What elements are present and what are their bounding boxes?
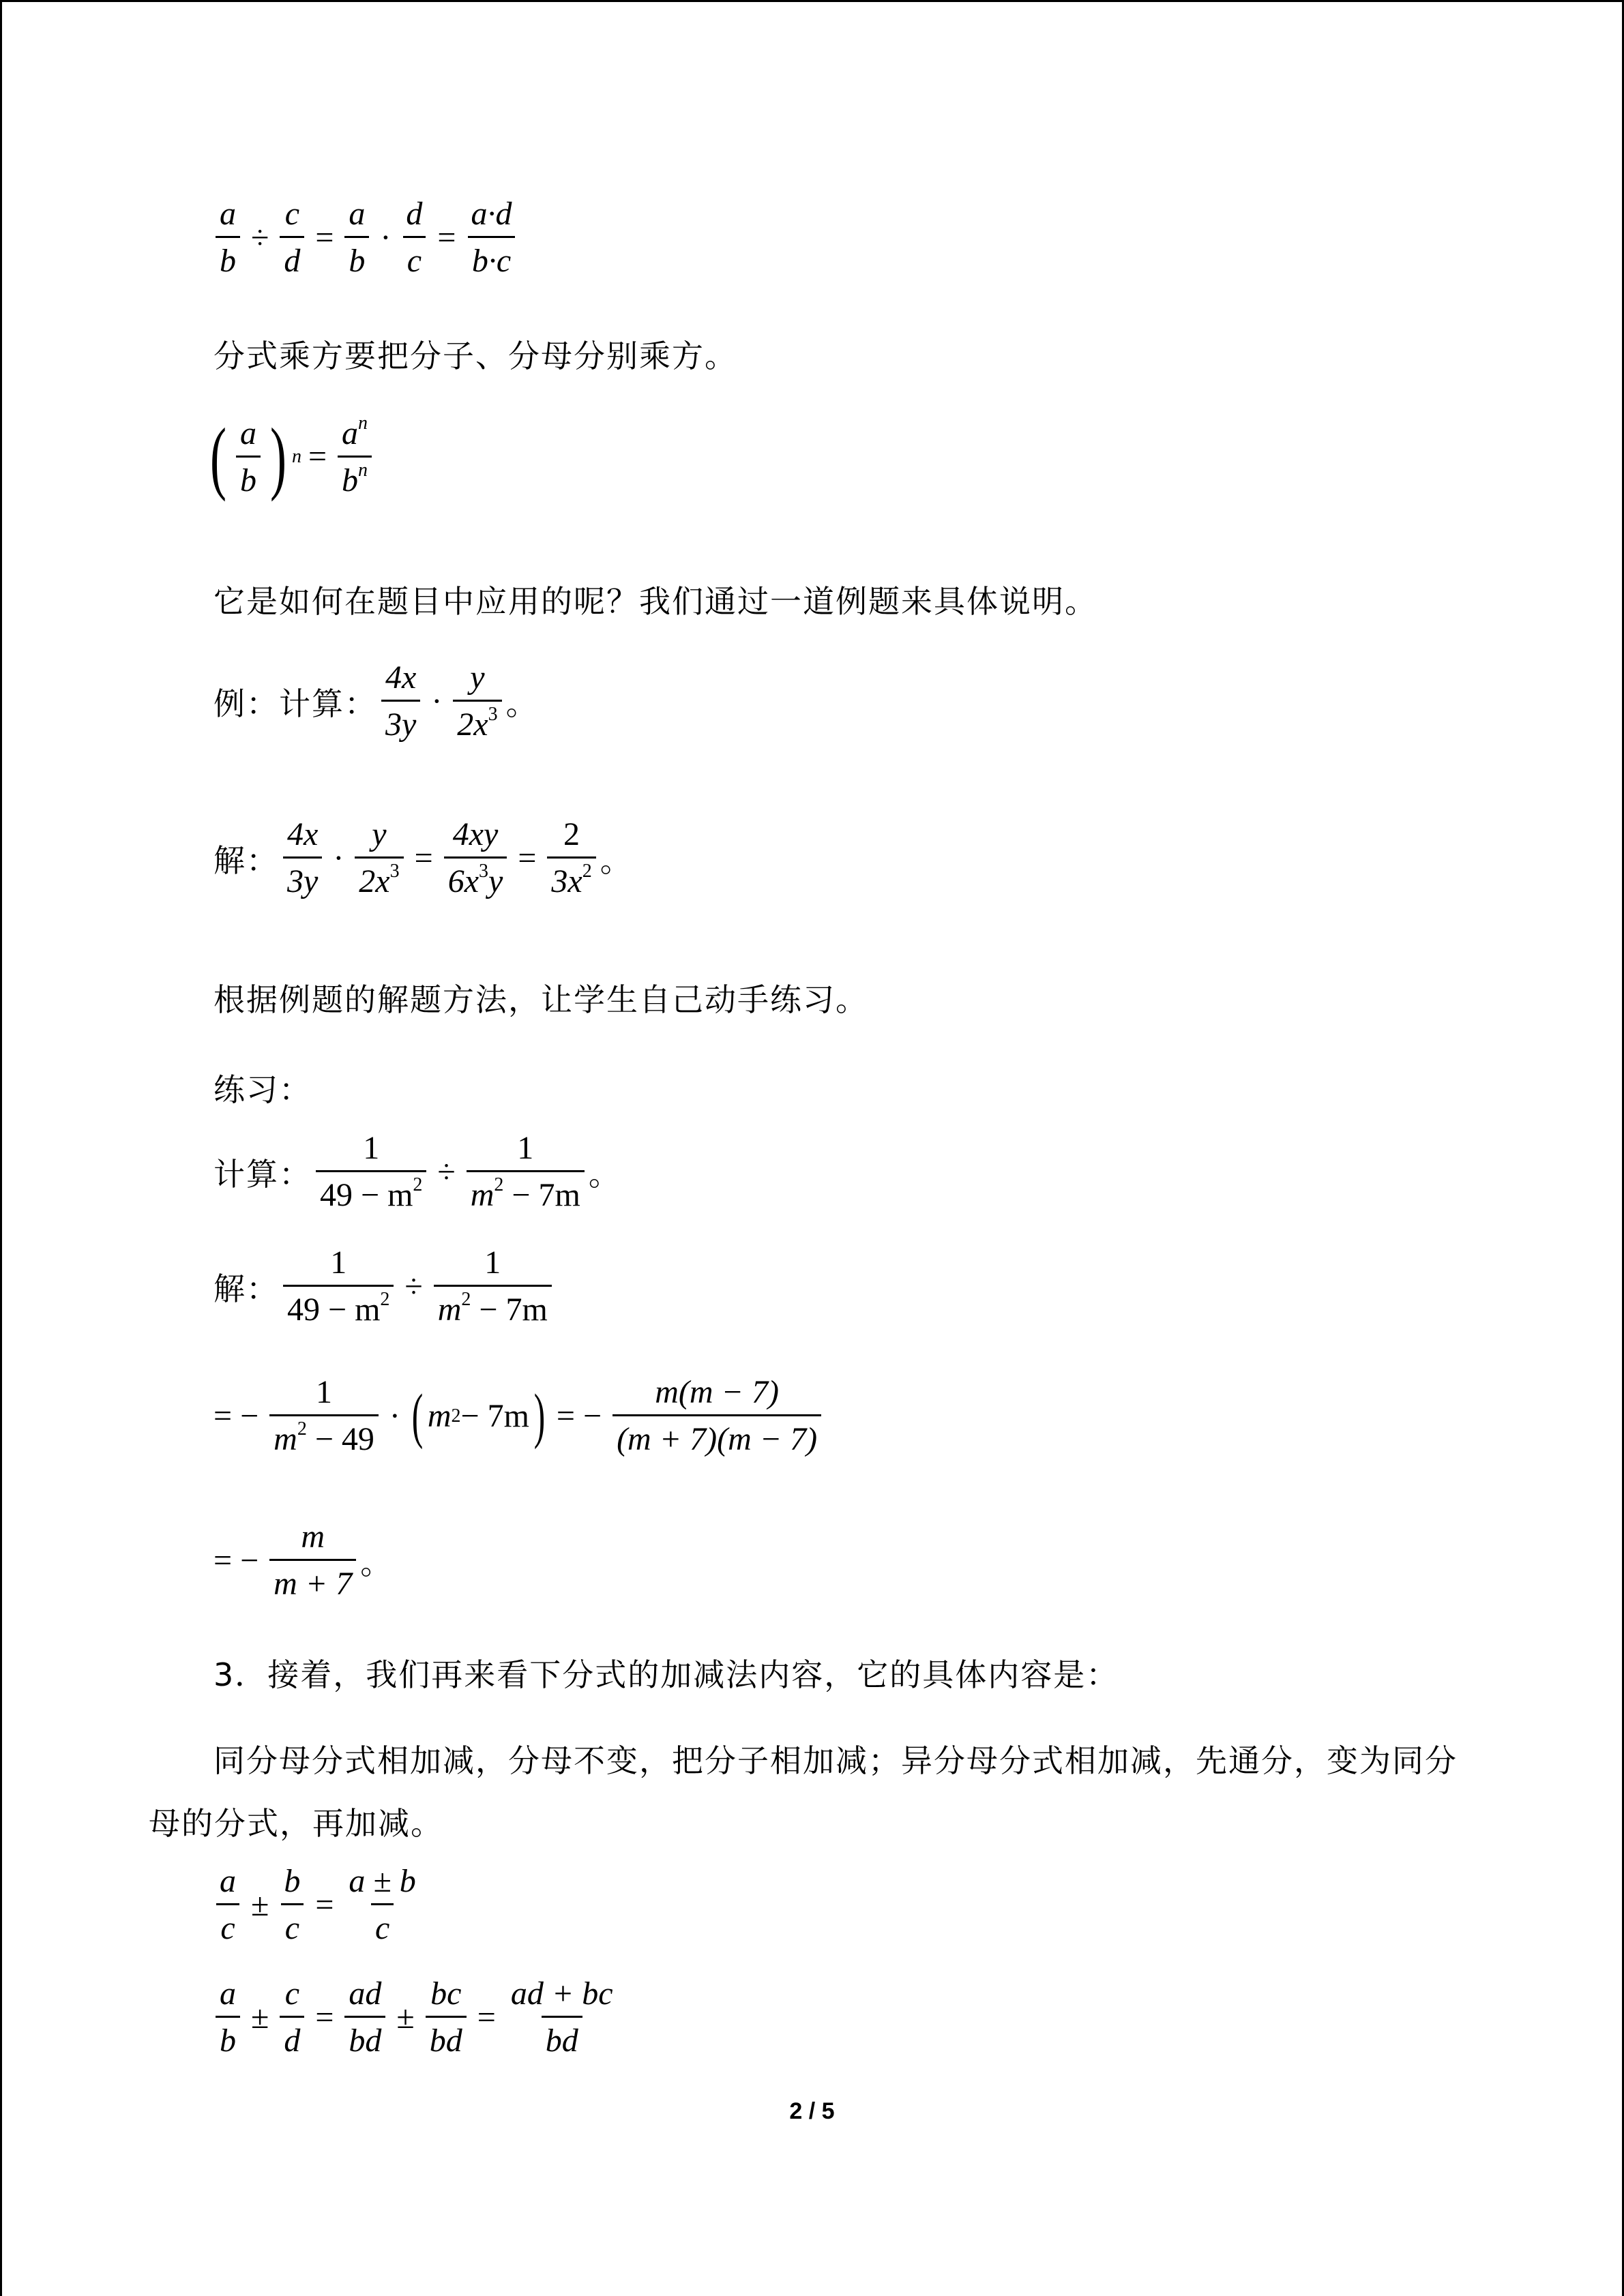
denominator: m + 7: [269, 1559, 356, 1600]
fraction: [283, 1244, 394, 1328]
term: y: [488, 863, 503, 899]
fraction: [612, 1376, 821, 1456]
fraction: [467, 1132, 585, 1212]
numerator: y: [372, 816, 387, 852]
dot-operator: ·: [389, 1397, 400, 1434]
fraction: [434, 1244, 552, 1328]
period: 。: [360, 1544, 394, 1581]
denominator: [316, 1170, 426, 1212]
term: − 7m: [460, 1398, 529, 1434]
equals-operator: =: [315, 219, 334, 256]
term: 49 − m: [287, 1292, 381, 1328]
term: 6x: [447, 863, 479, 899]
exponent: 2: [461, 1289, 471, 1310]
exponent: n: [358, 412, 368, 434]
denominator: 3y: [283, 856, 322, 898]
base: b: [342, 462, 359, 498]
exponent: 2: [413, 1174, 423, 1195]
equals-operator: =: [315, 1886, 334, 1923]
denominator: [434, 1285, 552, 1326]
numerator: b: [284, 1863, 301, 1899]
equals-operator: = −: [213, 1397, 259, 1434]
numerator: a: [349, 196, 366, 232]
term: − 49: [306, 1421, 374, 1457]
numerator: d: [406, 196, 423, 232]
exponent: 2: [582, 861, 592, 882]
denominator: [547, 856, 595, 898]
numerator: 1: [363, 1130, 380, 1166]
denominator: [467, 1170, 585, 1212]
formula-add-diff-denominator: [211, 1978, 621, 2057]
numerator: a ± b: [349, 1863, 416, 1899]
denominator: b: [216, 236, 240, 278]
equals-operator: = −: [213, 1542, 259, 1579]
term: m: [437, 1292, 462, 1328]
paragraph: 母的分式，再加减。: [149, 1805, 443, 1842]
numerator: 1: [484, 1244, 501, 1281]
term: − 7m: [503, 1177, 580, 1213]
denominator: c: [403, 236, 426, 278]
fraction: [280, 198, 304, 278]
formula-power: ( $\frac{a}{b}$ ) n = $\frac{a^n}{b^n}$: [205, 416, 376, 498]
example-label: 例：计算：: [213, 685, 377, 722]
plus-minus-operator: ±: [251, 1886, 269, 1923]
fraction: [507, 1978, 617, 2057]
plus-minus-operator: ±: [251, 1999, 269, 2036]
practice-solution-2: = − $\frac{1}{m^2 - 49}$ · ( m 2 − 7m ) = − $\frac{m(m - 7)}{(m + 7)(m - 7)}$: [213, 1376, 825, 1456]
fraction: [216, 198, 240, 278]
right-paren: ): [269, 411, 286, 502]
page-number: 2 / 5: [789, 2098, 835, 2124]
term: 3x: [551, 863, 582, 899]
numerator: 4x: [385, 659, 417, 696]
equals-operator: =: [437, 219, 456, 256]
equals-operator: =: [308, 438, 327, 475]
numerator: [338, 412, 372, 456]
numerator: 2: [563, 816, 580, 852]
exponent: 3: [389, 861, 400, 882]
numerator: y: [470, 659, 485, 696]
fraction: [269, 1521, 356, 1600]
numerator: 1: [316, 1374, 333, 1410]
denominator: c: [371, 1903, 394, 1945]
practice-heading: 练习：: [213, 1071, 312, 1108]
numerator: a: [239, 415, 256, 451]
denominator: d: [280, 236, 304, 278]
fraction: [381, 661, 420, 741]
denominator: [269, 1414, 379, 1456]
divide-operator: ÷: [251, 219, 269, 256]
fraction: [426, 1978, 467, 2057]
numerator: 4x: [287, 816, 319, 852]
fraction: [236, 417, 261, 497]
fraction: [280, 1978, 304, 2057]
fraction: [216, 1978, 240, 2057]
numerator: m(m − 7): [655, 1374, 779, 1410]
numerator: c: [284, 196, 299, 232]
denominator: [355, 856, 403, 898]
denominator: bd: [426, 2016, 467, 2057]
divide-operator: ÷: [404, 1268, 423, 1304]
calc-label: 计算：: [213, 1155, 312, 1193]
period: 。: [600, 841, 633, 879]
numerator: m: [301, 1519, 325, 1555]
denominator: [453, 700, 501, 741]
denominator: b: [236, 456, 261, 497]
numerator: 4xy: [452, 816, 499, 852]
period: 。: [505, 685, 539, 722]
denominator: [444, 856, 507, 898]
exponent: 2: [297, 1418, 307, 1440]
fraction: [453, 661, 501, 741]
fraction: [269, 1376, 379, 1456]
fraction: [283, 818, 322, 898]
equals-operator: =: [477, 1999, 496, 2036]
denominator: bd: [542, 2016, 582, 2057]
equals-operator: =: [414, 839, 433, 876]
equals-operator: =: [315, 1999, 334, 2036]
fraction: [344, 1865, 419, 1945]
fraction: [344, 198, 369, 278]
term: m: [274, 1421, 297, 1457]
numerator: a·d: [471, 196, 512, 232]
base: a: [342, 415, 359, 451]
formula-add-same-denominator: [211, 1865, 424, 1945]
exponent: 3: [488, 704, 498, 725]
practice-solution-3: [213, 1521, 393, 1600]
plus-minus-operator: ±: [396, 1999, 415, 2036]
dot-operator: ·: [431, 683, 443, 719]
numerator: 1: [517, 1130, 534, 1166]
fraction: [467, 198, 516, 278]
fraction: [344, 1978, 385, 2057]
numerator: c: [284, 1976, 299, 2012]
equals-operator: =: [518, 839, 537, 876]
numerator: a: [220, 1863, 236, 1899]
denominator: c: [281, 1903, 304, 1945]
exponent: 3: [479, 861, 488, 882]
example-line: [213, 661, 539, 741]
paragraph: 它是如何在题目中应用的呢？我们通过一道例题来具体说明。: [213, 583, 1097, 620]
numerator: ad + bc: [510, 1976, 613, 2012]
term: 2x: [457, 706, 488, 743]
fraction: [316, 1132, 426, 1212]
fraction: [216, 1865, 240, 1945]
numerator: bc: [430, 1976, 462, 2012]
right-paren: ): [533, 1382, 546, 1450]
exponent: 2: [494, 1174, 504, 1195]
denominator: d: [280, 2016, 304, 2057]
fraction: [338, 412, 372, 498]
paragraph: 同分母分式相加减，分母不变，把分子相加减；异分母分式相加减，先通分，变为同分: [213, 1742, 1458, 1779]
equals-operator: = −: [556, 1397, 602, 1434]
term: m: [427, 1398, 452, 1434]
divide-operator: ÷: [437, 1153, 456, 1190]
paragraph: 3．接着，我们再来看下分式的加减法内容，它的具体内容是：: [213, 1656, 1119, 1693]
term: 49 − m: [320, 1177, 413, 1213]
dot-operator: ·: [380, 219, 392, 256]
term: − 7m: [471, 1292, 548, 1328]
fraction: [355, 818, 403, 898]
solution-label: 解：: [213, 1270, 279, 1307]
denominator: [338, 456, 372, 497]
fraction: [402, 198, 426, 278]
exponent: 2: [380, 1289, 390, 1310]
solution-line: [213, 818, 633, 898]
practice-problem: [213, 1132, 621, 1212]
numerator: 1: [330, 1244, 347, 1281]
denominator: c: [216, 1903, 239, 1945]
exponent: n: [358, 459, 368, 481]
term: 2x: [359, 863, 390, 899]
solution-label: 解：: [213, 841, 279, 879]
formula-division: [211, 198, 520, 278]
fraction: [444, 818, 507, 898]
left-paren: (: [411, 1382, 424, 1450]
fraction: [280, 1865, 304, 1945]
denominator: b: [344, 236, 369, 278]
period: 。: [588, 1155, 621, 1193]
left-paren: (: [209, 411, 226, 502]
numerator: ad: [349, 1976, 382, 2012]
denominator: 3y: [381, 700, 420, 741]
practice-solution-1: [213, 1244, 556, 1328]
dot-operator: ·: [333, 839, 344, 876]
fraction: [547, 818, 595, 898]
paragraph: 根据例题的解题方法，让学生自己动手练习。: [213, 981, 868, 1018]
numerator: a: [220, 196, 236, 232]
denominator: bd: [344, 2016, 385, 2057]
denominator: b: [216, 2016, 240, 2057]
denominator: [283, 1285, 394, 1326]
numerator: a: [220, 1976, 236, 2012]
paragraph: 分式乘方要把分子、分母分别乘方。: [213, 338, 737, 374]
denominator: b·c: [468, 236, 515, 278]
term: m: [470, 1177, 494, 1213]
denominator: (m + 7)(m − 7): [612, 1414, 821, 1456]
